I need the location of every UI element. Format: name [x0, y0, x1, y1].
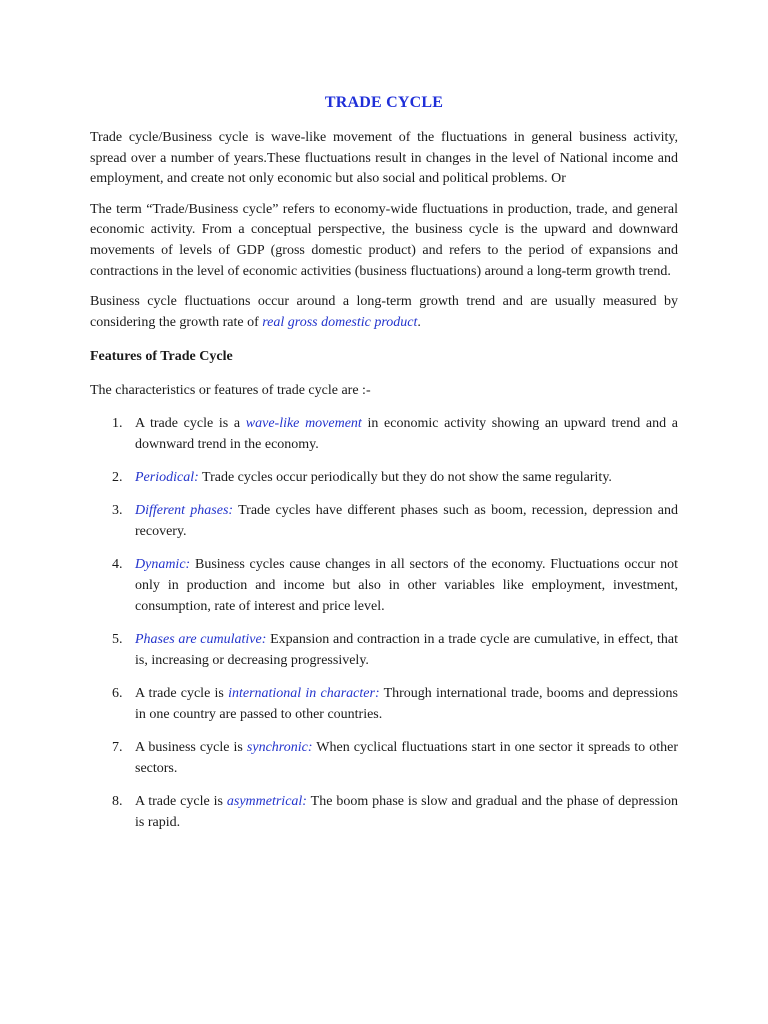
list-item: [90, 683, 678, 725]
list-item-text: A business cycle is: [135, 740, 247, 756]
list-item: [90, 413, 678, 455]
list-number: 4.: [112, 557, 123, 573]
list-item-text: Trade cycles have different phases such as boom, recession, depression and recovery.: [135, 503, 678, 540]
paragraph-definition: Trade cycle/Business cycle is wave-like movement of the fluctuations in general business activity, spread over a number of years.These fluctuations result in changes in the level of National income and employment, and create not only economic but also social and political problems. Or: [90, 130, 678, 187]
list-item: [90, 791, 678, 833]
list-item-text: When cyclical fluctuations start in one sector it spreads to other sectors.: [135, 740, 679, 777]
features-list: [90, 413, 678, 833]
synchronic-link[interactable]: synchronic:: [246, 740, 313, 756]
list-item-text: Business cycles cause changes in all sectors of the economy. Fluctuations occur not only in production and income but also in other variables like employment, investment, consumption, rate of interest and price level.: [135, 557, 678, 615]
periodical-link[interactable]: Periodical:: [135, 470, 199, 486]
list-item: [90, 500, 678, 542]
list-item: [90, 554, 678, 617]
list-item-text: Through international trade, booms and depressions in one country are passed to other countries.: [135, 686, 678, 723]
list-number: 8.: [112, 794, 123, 810]
list-item-text: Expansion and contraction in a trade cycle are cumulative, in effect, that is, increasing or decreasing progressively.: [135, 632, 679, 669]
asymmetrical-link[interactable]: asymmetrical:: [226, 794, 307, 810]
paragraph-measurement: [90, 292, 678, 333]
document-page: [90, 92, 678, 845]
list-number: 5.: [112, 632, 123, 648]
features-heading: Features of Trade Cycle: [90, 349, 233, 365]
list-item-text: A trade cycle is: [135, 794, 227, 810]
list-item-text: A trade cycle is: [135, 686, 229, 702]
list-number: 6.: [112, 686, 123, 702]
list-item-text: Trade cycles occur periodically but they do not show the same regularity.: [198, 470, 612, 486]
list-number: 7.: [112, 740, 123, 756]
list-item: [90, 467, 678, 488]
paragraph-measurement-text: Business cycle fluctuations occur around a long-term growth trend and are usually measured by considering the growth rate of: [90, 294, 678, 330]
list-item: [90, 737, 678, 779]
list-number: 3.: [112, 503, 123, 519]
international-character-link[interactable]: international in character:: [228, 686, 380, 702]
list-item-text: The boom phase is slow and gradual and the phase of depression is rapid.: [135, 794, 678, 831]
list-item-text: in economic activity showing an upward trend and a downward trend in the economy.: [135, 416, 679, 453]
wave-like-movement-link[interactable]: wave-like movement: [245, 416, 362, 432]
different-phases-link[interactable]: Different phases:: [135, 503, 234, 519]
dynamic-link[interactable]: Dynamic:: [135, 557, 191, 573]
paragraph-term: The term “Trade/Business cycle” refers to economy-wide fluctuations in production, trade, and general economic activity. From a conceptual perspective, the business cycle is the upward and downward movements of levels of GDP (gross domestic product) and refers to the period of expansions and contractions in the level of economic activities (business fluctuations) around a long-term growth trend.: [90, 201, 678, 279]
list-number: 1.: [112, 416, 123, 432]
list-number: 2.: [112, 470, 123, 486]
list-item: [90, 629, 678, 671]
real-gdp-link[interactable]: real gross domestic product: [262, 314, 418, 330]
phases-cumulative-link[interactable]: Phases are cumulative:: [135, 632, 267, 648]
list-item-text: A trade cycle is a: [135, 416, 246, 432]
page-title: TRADE CYCLE: [324, 94, 444, 111]
features-intro: The characteristics or features of trade cycle are :-: [90, 383, 371, 399]
paragraph-measurement-end: .: [417, 314, 421, 330]
